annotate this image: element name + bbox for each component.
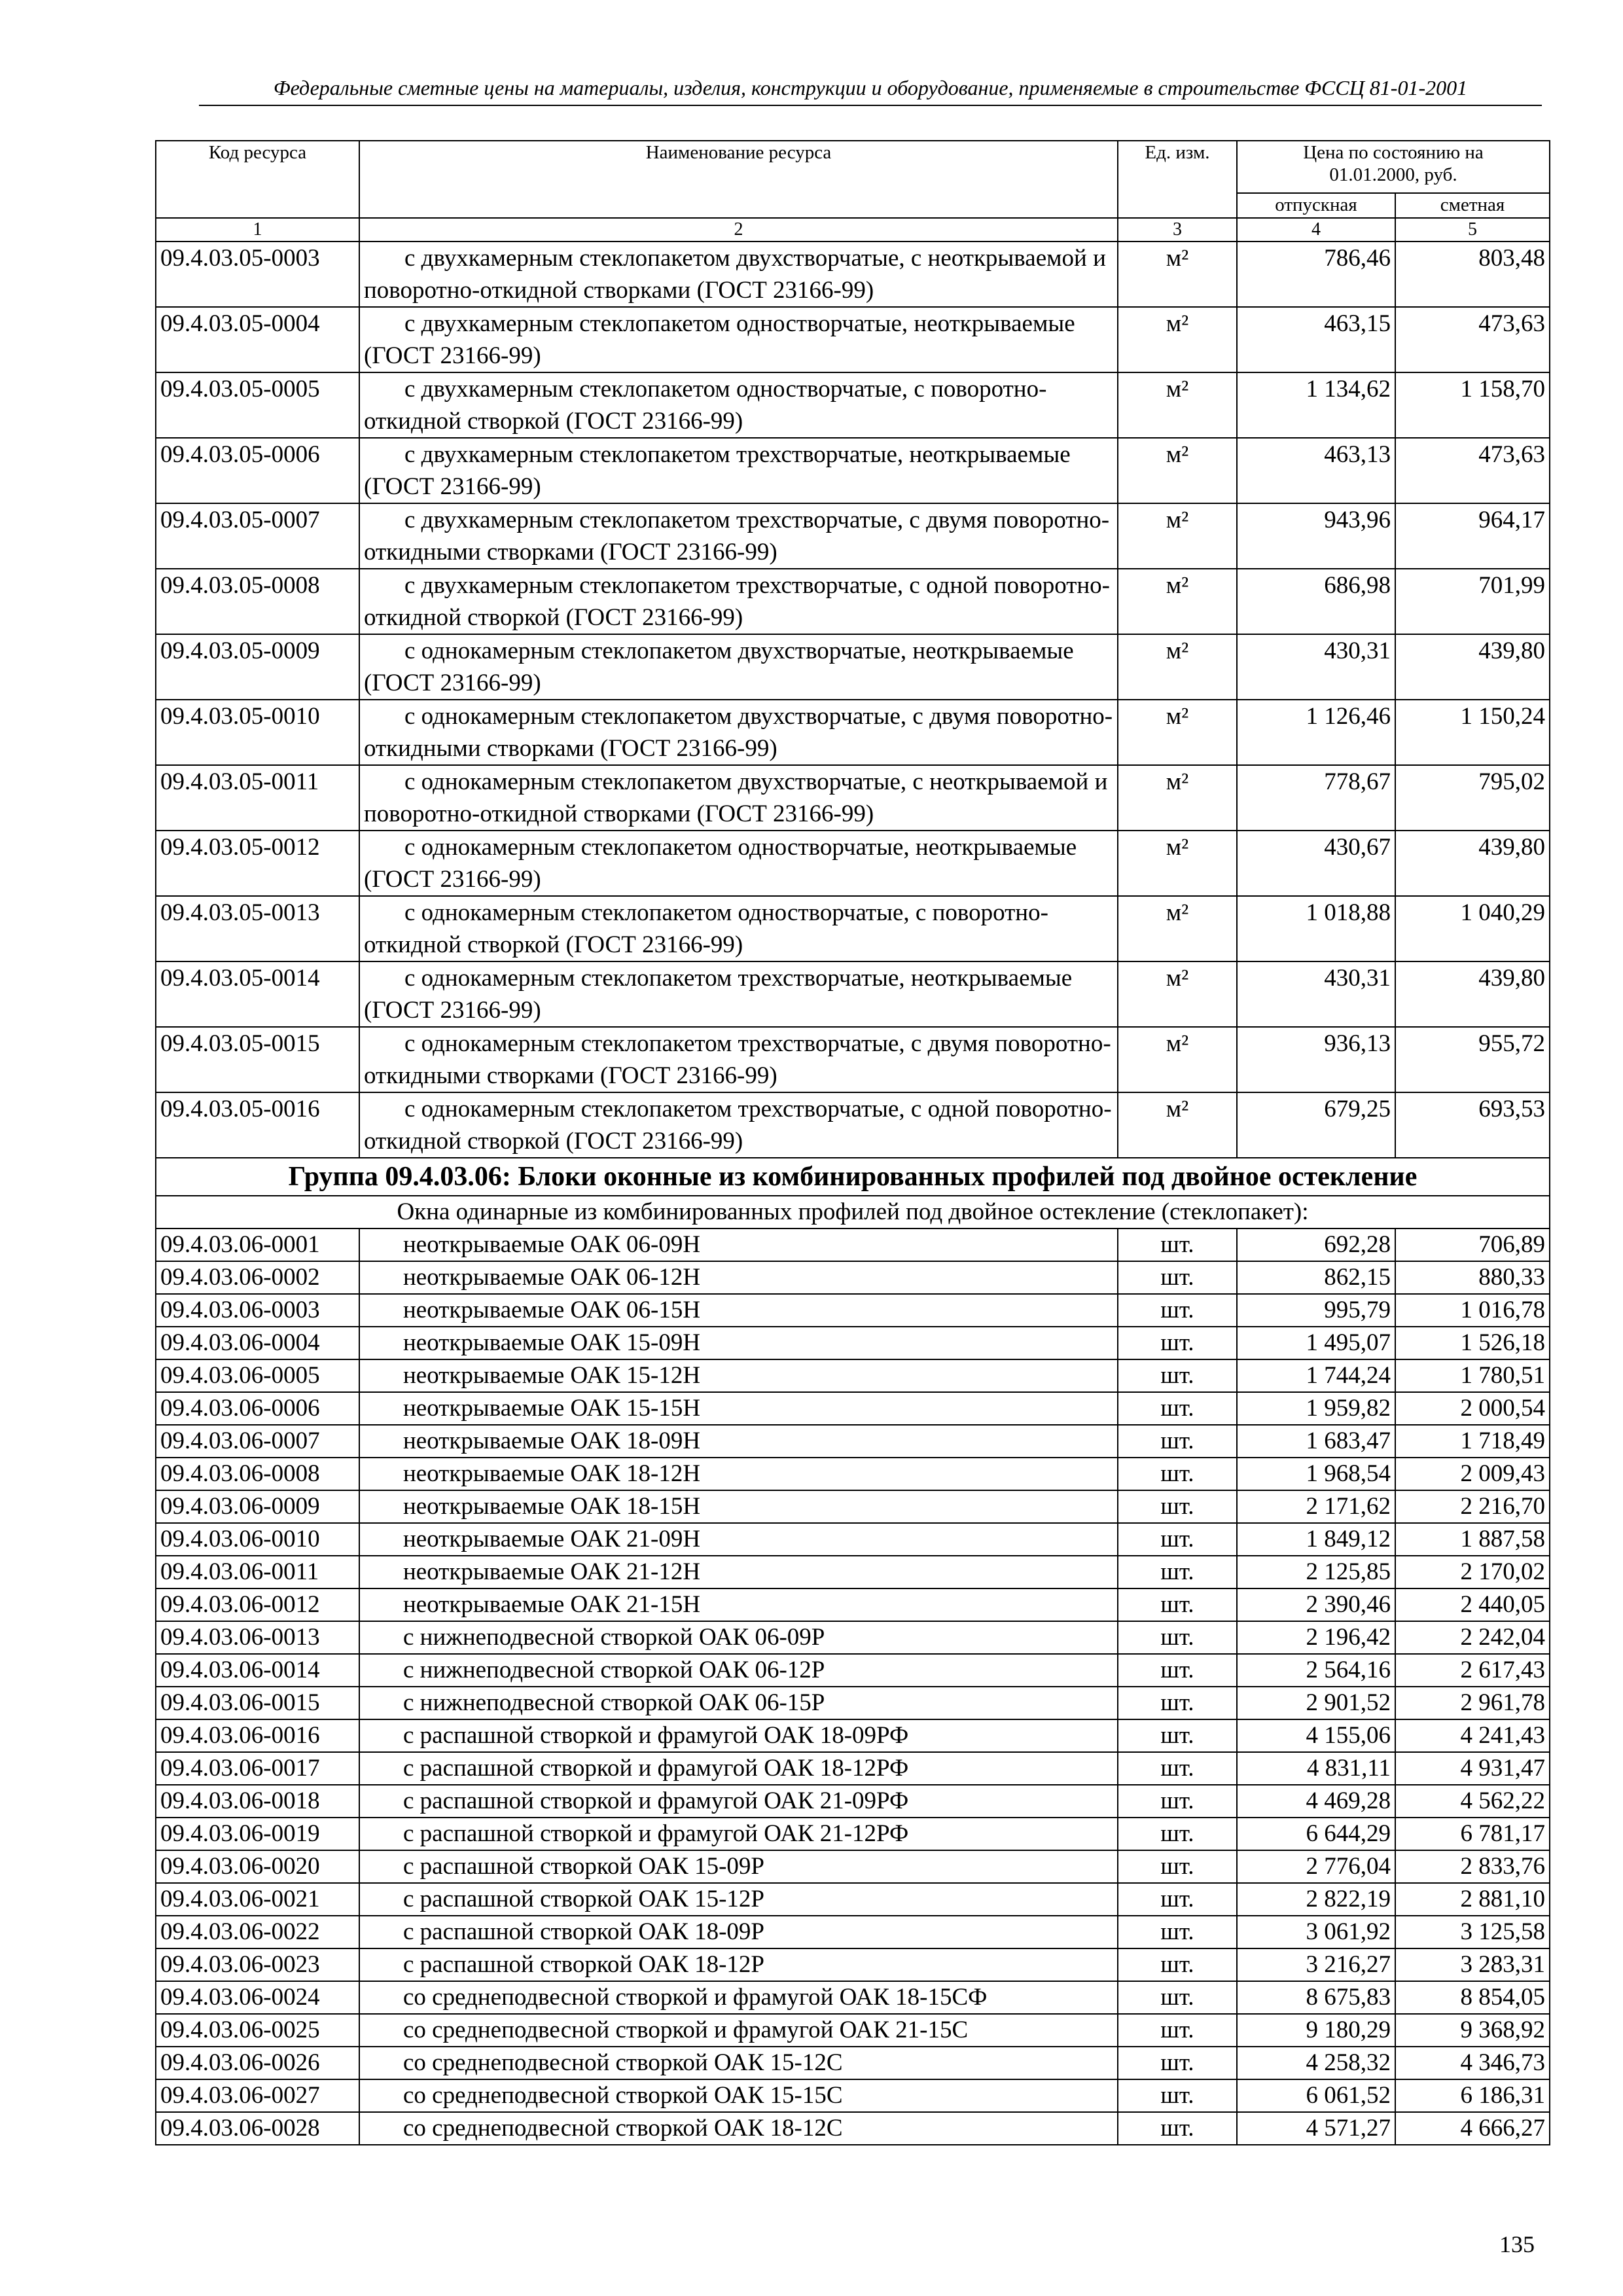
release-price: 995,79 <box>1237 1294 1395 1327</box>
release-price: 2 125,85 <box>1237 1556 1395 1588</box>
unit: шт. <box>1118 2079 1237 2112</box>
resource-code: 09.4.03.05-0015 <box>156 1027 359 1092</box>
table-row <box>156 2112 1550 2145</box>
resource-name: с распашной створкой ОАК 15-09Р <box>359 1850 1118 1883</box>
resource-code: 09.4.03.06-0006 <box>156 1392 359 1425</box>
resource-name: неоткрываемые ОАК 06-15Н <box>359 1294 1118 1327</box>
header-name: Наименование ресурса <box>359 141 1118 218</box>
release-price: 1 134,62 <box>1237 372 1395 438</box>
estimate-price: 955,72 <box>1395 1027 1550 1092</box>
resource-code: 09.4.03.05-0012 <box>156 831 359 896</box>
estimate-price: 439,80 <box>1395 961 1550 1027</box>
resource-name: с однокамерным стеклопакетом одностворчатые, с поворотно- откидной створкой (ГОСТ 23166-99) <box>359 896 1118 961</box>
unit: шт. <box>1118 1850 1237 1883</box>
release-price: 2 564,16 <box>1237 1654 1395 1687</box>
table-row <box>156 831 1550 896</box>
estimate-price: 4 346,73 <box>1395 2047 1550 2079</box>
unit: шт. <box>1118 1719 1237 1752</box>
resource-code: 09.4.03.05-0013 <box>156 896 359 961</box>
table-row <box>156 1687 1550 1719</box>
unit: шт. <box>1118 1490 1237 1523</box>
unit: шт. <box>1118 1392 1237 1425</box>
table-row <box>156 1392 1550 1425</box>
resource-code: 09.4.03.06-0022 <box>156 1916 359 1948</box>
release-price: 936,13 <box>1237 1027 1395 1092</box>
resource-name: с распашной створкой ОАК 18-12Р <box>359 1948 1118 1981</box>
resource-code: 09.4.03.06-0007 <box>156 1425 359 1458</box>
table-row <box>156 1229 1550 1261</box>
unit: шт. <box>1118 1883 1237 1916</box>
table-row <box>156 1294 1550 1327</box>
resource-code: 09.4.03.06-0010 <box>156 1523 359 1556</box>
table-row <box>156 1359 1550 1392</box>
resource-name: с распашной створкой ОАК 15-12Р <box>359 1883 1118 1916</box>
resource-name: неоткрываемые ОАК 18-09Н <box>359 1425 1118 1458</box>
unit: шт. <box>1118 1621 1237 1654</box>
unit: шт. <box>1118 1359 1237 1392</box>
resource-name: с однокамерным стеклопакетом одностворчатые, неоткрываемые (ГОСТ 23166-99) <box>359 831 1118 896</box>
table-row <box>156 1261 1550 1294</box>
table-row <box>156 1327 1550 1359</box>
column-number: 1 <box>156 218 359 242</box>
resource-name: с однокамерным стеклопакетом трехстворчатые, неоткрываемые (ГОСТ 23166-99) <box>359 961 1118 1027</box>
release-price: 1 959,82 <box>1237 1392 1395 1425</box>
table-row <box>156 1752 1550 1785</box>
resource-code: 09.4.03.06-0014 <box>156 1654 359 1687</box>
unit: шт. <box>1118 2014 1237 2047</box>
resource-name: с однокамерным стеклопакетом трехстворчатые, с одной поворотно-откидной створкой (ГОСТ 23166-99) <box>359 1092 1118 1158</box>
release-price: 1 126,46 <box>1237 700 1395 765</box>
column-number: 4 <box>1237 218 1395 242</box>
resource-name: со среднеподвесной створкой ОАК 15-15С <box>359 2079 1118 2112</box>
estimate-price: 4 931,47 <box>1395 1752 1550 1785</box>
table-row <box>156 1981 1550 2014</box>
resource-name: с однокамерным стеклопакетом трехстворчатые, с двумя поворотно-откидными створками (ГОСТ 23166-99) <box>359 1027 1118 1092</box>
subgroup-title: Окна одинарные из комбинированных профилей под двойное остекление (стеклопакет): <box>156 1196 1550 1229</box>
unit: м² <box>1118 1092 1237 1158</box>
release-price: 463,15 <box>1237 307 1395 372</box>
header-release-price: отпускная <box>1237 193 1395 218</box>
estimate-price: 439,80 <box>1395 634 1550 700</box>
estimate-price: 1 718,49 <box>1395 1425 1550 1458</box>
unit: м² <box>1118 961 1237 1027</box>
resource-name: с двухкамерным стеклопакетом трехстворчатые, неоткрываемые (ГОСТ 23166-99) <box>359 438 1118 503</box>
estimate-price: 1 150,24 <box>1395 700 1550 765</box>
estimate-price: 473,63 <box>1395 307 1550 372</box>
unit: шт. <box>1118 1654 1237 1687</box>
resource-name: с двухкамерным стеклопакетом трехстворчатые, с одной поворотно-откидной створкой (ГОСТ 23166-99) <box>359 569 1118 634</box>
estimate-price: 8 854,05 <box>1395 1981 1550 2014</box>
estimate-price: 2 242,04 <box>1395 1621 1550 1654</box>
estimate-price: 4 562,22 <box>1395 1785 1550 1818</box>
unit: шт. <box>1118 1556 1237 1588</box>
resource-code: 09.4.03.06-0023 <box>156 1948 359 1981</box>
resource-code: 09.4.03.06-0011 <box>156 1556 359 1588</box>
unit: м² <box>1118 831 1237 896</box>
estimate-price: 795,02 <box>1395 765 1550 831</box>
resource-name: с двухкамерным стеклопакетом одностворчатые, с поворотно- откидной створкой (ГОСТ 23166-99) <box>359 372 1118 438</box>
table-row <box>156 569 1550 634</box>
table-row <box>156 1425 1550 1458</box>
estimate-price: 6 781,17 <box>1395 1818 1550 1850</box>
header-code: Код ресурса <box>156 141 359 218</box>
column-numbers-row <box>156 218 1550 242</box>
estimate-price: 1 040,29 <box>1395 896 1550 961</box>
release-price: 786,46 <box>1237 242 1395 307</box>
estimate-price: 4 666,27 <box>1395 2112 1550 2145</box>
unit: шт. <box>1118 1229 1237 1261</box>
estimate-price: 2 000,54 <box>1395 1392 1550 1425</box>
release-price: 4 258,32 <box>1237 2047 1395 2079</box>
release-price: 430,67 <box>1237 831 1395 896</box>
resource-name: неоткрываемые ОАК 06-12Н <box>359 1261 1118 1294</box>
unit: м² <box>1118 307 1237 372</box>
release-price: 6 644,29 <box>1237 1818 1395 1850</box>
release-price: 1 744,24 <box>1237 1359 1395 1392</box>
release-price: 2 822,19 <box>1237 1883 1395 1916</box>
table-row <box>156 1523 1550 1556</box>
resource-name: неоткрываемые ОАК 18-12Н <box>359 1458 1118 1490</box>
release-price: 4 571,27 <box>1237 2112 1395 2145</box>
unit: шт. <box>1118 1458 1237 1490</box>
resource-name: неоткрываемые ОАК 18-15Н <box>359 1490 1118 1523</box>
estimate-price: 9 368,92 <box>1395 2014 1550 2047</box>
unit: шт. <box>1118 1785 1237 1818</box>
release-price: 430,31 <box>1237 961 1395 1027</box>
estimate-price: 3 125,58 <box>1395 1916 1550 1948</box>
table-row <box>156 1458 1550 1490</box>
resource-code: 09.4.03.06-0025 <box>156 2014 359 2047</box>
unit: шт. <box>1118 2047 1237 2079</box>
unit: м² <box>1118 896 1237 961</box>
resource-name: неоткрываемые ОАК 21-15Н <box>359 1588 1118 1621</box>
estimate-price: 2 961,78 <box>1395 1687 1550 1719</box>
table-row <box>156 1621 1550 1654</box>
unit: м² <box>1118 634 1237 700</box>
unit: м² <box>1118 242 1237 307</box>
resource-code: 09.4.03.05-0009 <box>156 634 359 700</box>
resource-name: со среднеподвесной створкой и фрамугой ОАК 18-15СФ <box>359 1981 1118 2014</box>
unit: шт. <box>1118 1327 1237 1359</box>
table-row <box>156 1556 1550 1588</box>
table-row <box>156 1588 1550 1621</box>
resource-name: неоткрываемые ОАК 15-15Н <box>359 1392 1118 1425</box>
resource-code: 09.4.03.06-0021 <box>156 1883 359 1916</box>
column-number: 3 <box>1118 218 1237 242</box>
resource-code: 09.4.03.05-0007 <box>156 503 359 569</box>
resource-code: 09.4.03.06-0018 <box>156 1785 359 1818</box>
table-row <box>156 634 1550 700</box>
release-price: 3 061,92 <box>1237 1916 1395 1948</box>
resource-code: 09.4.03.06-0003 <box>156 1294 359 1327</box>
column-number: 5 <box>1395 218 1550 242</box>
estimate-price: 701,99 <box>1395 569 1550 634</box>
release-price: 1 495,07 <box>1237 1327 1395 1359</box>
estimate-price: 693,53 <box>1395 1092 1550 1158</box>
release-price: 430,31 <box>1237 634 1395 700</box>
unit: шт. <box>1118 1687 1237 1719</box>
release-price: 1 018,88 <box>1237 896 1395 961</box>
resource-name: неоткрываемые ОАК 15-12Н <box>359 1359 1118 1392</box>
resource-code: 09.4.03.06-0017 <box>156 1752 359 1785</box>
header-estimate-price: сметная <box>1395 193 1550 218</box>
unit: м² <box>1118 503 1237 569</box>
table-row <box>156 2014 1550 2047</box>
release-price: 8 675,83 <box>1237 1981 1395 2014</box>
resource-code: 09.4.03.06-0008 <box>156 1458 359 1490</box>
resource-code: 09.4.03.06-0019 <box>156 1818 359 1850</box>
estimate-price: 1 887,58 <box>1395 1523 1550 1556</box>
resource-name: с распашной створкой и фрамугой ОАК 18-09РФ <box>359 1719 1118 1752</box>
release-price: 686,98 <box>1237 569 1395 634</box>
release-price: 1 849,12 <box>1237 1523 1395 1556</box>
resource-name: со среднеподвесной створкой и фрамугой ОАК 21-15С <box>359 2014 1118 2047</box>
release-price: 4 155,06 <box>1237 1719 1395 1752</box>
table-row <box>156 1490 1550 1523</box>
table-row <box>156 307 1550 372</box>
release-price: 3 216,27 <box>1237 1948 1395 1981</box>
resource-code: 09.4.03.06-0001 <box>156 1229 359 1261</box>
unit: шт. <box>1118 2112 1237 2145</box>
price-table <box>155 140 1550 2145</box>
table-row <box>156 242 1550 307</box>
resource-name: неоткрываемые ОАК 06-09Н <box>359 1229 1118 1261</box>
resource-name: со среднеподвесной створкой ОАК 18-12С <box>359 2112 1118 2145</box>
table-row <box>156 961 1550 1027</box>
estimate-price: 1 158,70 <box>1395 372 1550 438</box>
resource-name: с однокамерным стеклопакетом двухстворчатые, с неоткрываемой и поворотно-откидной створками (ГОСТ 23166-99) <box>359 765 1118 831</box>
table-row <box>156 1948 1550 1981</box>
resource-code: 09.4.03.06-0026 <box>156 2047 359 2079</box>
resource-name: с однокамерным стеклопакетом двухстворчатые, неоткрываемые (ГОСТ 23166-99) <box>359 634 1118 700</box>
header-price-group: Цена по состоянию на 01.01.2000, руб. <box>1237 141 1550 193</box>
resource-code: 09.4.03.06-0024 <box>156 1981 359 2014</box>
resource-code: 09.4.03.06-0028 <box>156 2112 359 2145</box>
resource-name: с двухкамерным стеклопакетом трехстворчатые, с двумя поворотно-откидными створками (ГОСТ 23166-99) <box>359 503 1118 569</box>
release-price: 692,28 <box>1237 1229 1395 1261</box>
unit: м² <box>1118 1027 1237 1092</box>
estimate-price: 473,63 <box>1395 438 1550 503</box>
table-row <box>156 700 1550 765</box>
unit: шт. <box>1118 1588 1237 1621</box>
table-row <box>156 503 1550 569</box>
resource-name: с распашной створкой и фрамугой ОАК 18-12РФ <box>359 1752 1118 1785</box>
resource-code: 09.4.03.06-0012 <box>156 1588 359 1621</box>
resource-code: 09.4.03.05-0003 <box>156 242 359 307</box>
resource-name: неоткрываемые ОАК 21-09Н <box>359 1523 1118 1556</box>
resource-name: с нижнеподвесной створкой ОАК 06-12Р <box>359 1654 1118 1687</box>
resource-name: с двухкамерным стеклопакетом двухстворчатые, с неоткрываемой и поворотно-откидной створками (ГОСТ 23166-99) <box>359 242 1118 307</box>
unit: шт. <box>1118 1981 1237 2014</box>
table-row <box>156 1883 1550 1916</box>
unit: шт. <box>1118 1425 1237 1458</box>
estimate-price: 1 526,18 <box>1395 1327 1550 1359</box>
estimate-price: 6 186,31 <box>1395 2079 1550 2112</box>
header-unit: Ед. изм. <box>1118 141 1237 218</box>
release-price: 679,25 <box>1237 1092 1395 1158</box>
resource-code: 09.4.03.06-0016 <box>156 1719 359 1752</box>
estimate-price: 3 283,31 <box>1395 1948 1550 1981</box>
resource-name: со среднеподвесной створкой ОАК 15-12С <box>359 2047 1118 2079</box>
unit: шт. <box>1118 1818 1237 1850</box>
table-row <box>156 1027 1550 1092</box>
estimate-price: 2 881,10 <box>1395 1883 1550 1916</box>
estimate-price: 2 440,05 <box>1395 1588 1550 1621</box>
table-row <box>156 1785 1550 1818</box>
resource-name: с двухкамерным стеклопакетом одностворчатые, неоткрываемые (ГОСТ 23166-99) <box>359 307 1118 372</box>
release-price: 9 180,29 <box>1237 2014 1395 2047</box>
table-row <box>156 765 1550 831</box>
estimate-price: 2 009,43 <box>1395 1458 1550 1490</box>
estimate-price: 2 833,76 <box>1395 1850 1550 1883</box>
estimate-price: 964,17 <box>1395 503 1550 569</box>
release-price: 2 390,46 <box>1237 1588 1395 1621</box>
table-row <box>156 372 1550 438</box>
resource-name: с однокамерным стеклопакетом двухстворчатые, с двумя поворотно-откидными створками (ГОСТ 23166-99) <box>359 700 1118 765</box>
release-price: 2 776,04 <box>1237 1850 1395 1883</box>
estimate-price: 1 016,78 <box>1395 1294 1550 1327</box>
release-price: 862,15 <box>1237 1261 1395 1294</box>
estimate-price: 2 216,70 <box>1395 1490 1550 1523</box>
unit: шт. <box>1118 1916 1237 1948</box>
estimate-price: 2 170,02 <box>1395 1556 1550 1588</box>
resource-name: неоткрываемые ОАК 21-12Н <box>359 1556 1118 1588</box>
resource-code: 09.4.03.06-0027 <box>156 2079 359 2112</box>
page-number: 135 <box>1499 2231 1535 2257</box>
release-price: 2 196,42 <box>1237 1621 1395 1654</box>
table-row <box>156 1916 1550 1948</box>
table-row <box>156 2047 1550 2079</box>
release-price: 4 831,11 <box>1237 1752 1395 1785</box>
release-price: 1 968,54 <box>1237 1458 1395 1490</box>
unit: шт. <box>1118 1294 1237 1327</box>
resource-code: 09.4.03.05-0014 <box>156 961 359 1027</box>
release-price: 2 171,62 <box>1237 1490 1395 1523</box>
release-price: 463,13 <box>1237 438 1395 503</box>
resource-code: 09.4.03.06-0020 <box>156 1850 359 1883</box>
release-price: 943,96 <box>1237 503 1395 569</box>
group-title: Группа 09.4.03.06: Блоки оконные из комбинированных профилей под двойное остекление <box>156 1158 1550 1196</box>
estimate-price: 1 780,51 <box>1395 1359 1550 1392</box>
resource-name: с распашной створкой и фрамугой ОАК 21-12РФ <box>359 1818 1118 1850</box>
release-price: 2 901,52 <box>1237 1687 1395 1719</box>
release-price: 6 061,52 <box>1237 2079 1395 2112</box>
resource-name: с нижнеподвесной створкой ОАК 06-15Р <box>359 1687 1118 1719</box>
unit: шт. <box>1118 1752 1237 1785</box>
estimate-price: 803,48 <box>1395 242 1550 307</box>
resource-code: 09.4.03.06-0009 <box>156 1490 359 1523</box>
resource-code: 09.4.03.05-0008 <box>156 569 359 634</box>
release-price: 1 683,47 <box>1237 1425 1395 1458</box>
resource-code: 09.4.03.05-0016 <box>156 1092 359 1158</box>
table-row <box>156 896 1550 961</box>
resource-code: 09.4.03.06-0004 <box>156 1327 359 1359</box>
unit: м² <box>1118 372 1237 438</box>
estimate-price: 4 241,43 <box>1395 1719 1550 1752</box>
release-price: 778,67 <box>1237 765 1395 831</box>
resource-code: 09.4.03.06-0013 <box>156 1621 359 1654</box>
estimate-price: 706,89 <box>1395 1229 1550 1261</box>
column-number: 2 <box>359 218 1118 242</box>
table-row <box>156 1092 1550 1158</box>
table-row <box>156 1818 1550 1850</box>
estimate-price: 2 617,43 <box>1395 1654 1550 1687</box>
unit: м² <box>1118 438 1237 503</box>
resource-code: 09.4.03.05-0004 <box>156 307 359 372</box>
table-row <box>156 2079 1550 2112</box>
unit: шт. <box>1118 1523 1237 1556</box>
resource-code: 09.4.03.06-0015 <box>156 1687 359 1719</box>
unit: шт. <box>1118 1948 1237 1981</box>
table-row <box>156 1654 1550 1687</box>
unit: шт. <box>1118 1261 1237 1294</box>
table-row <box>156 1850 1550 1883</box>
estimate-price: 439,80 <box>1395 831 1550 896</box>
resource-code: 09.4.03.05-0011 <box>156 765 359 831</box>
resource-name: с нижнеподвесной створкой ОАК 06-09Р <box>359 1621 1118 1654</box>
resource-name: с распашной створкой и фрамугой ОАК 21-09РФ <box>359 1785 1118 1818</box>
subgroup-title-row <box>156 1196 1550 1229</box>
resource-name: неоткрываемые ОАК 15-09Н <box>359 1327 1118 1359</box>
table-row <box>156 438 1550 503</box>
unit: м² <box>1118 765 1237 831</box>
resource-code: 09.4.03.06-0002 <box>156 1261 359 1294</box>
unit: м² <box>1118 700 1237 765</box>
group-title-row <box>156 1158 1550 1196</box>
resource-code: 09.4.03.05-0006 <box>156 438 359 503</box>
table-row <box>156 1719 1550 1752</box>
running-header: Федеральные сметные цены на материалы, изделия, конструкции и оборудование, применяемые в строительстве ФССЦ 81-01-2001 <box>199 73 1542 106</box>
unit: м² <box>1118 569 1237 634</box>
estimate-price: 880,33 <box>1395 1261 1550 1294</box>
release-price: 4 469,28 <box>1237 1785 1395 1818</box>
resource-code: 09.4.03.05-0010 <box>156 700 359 765</box>
resource-code: 09.4.03.06-0005 <box>156 1359 359 1392</box>
resource-code: 09.4.03.05-0005 <box>156 372 359 438</box>
resource-name: с распашной створкой ОАК 18-09Р <box>359 1916 1118 1948</box>
